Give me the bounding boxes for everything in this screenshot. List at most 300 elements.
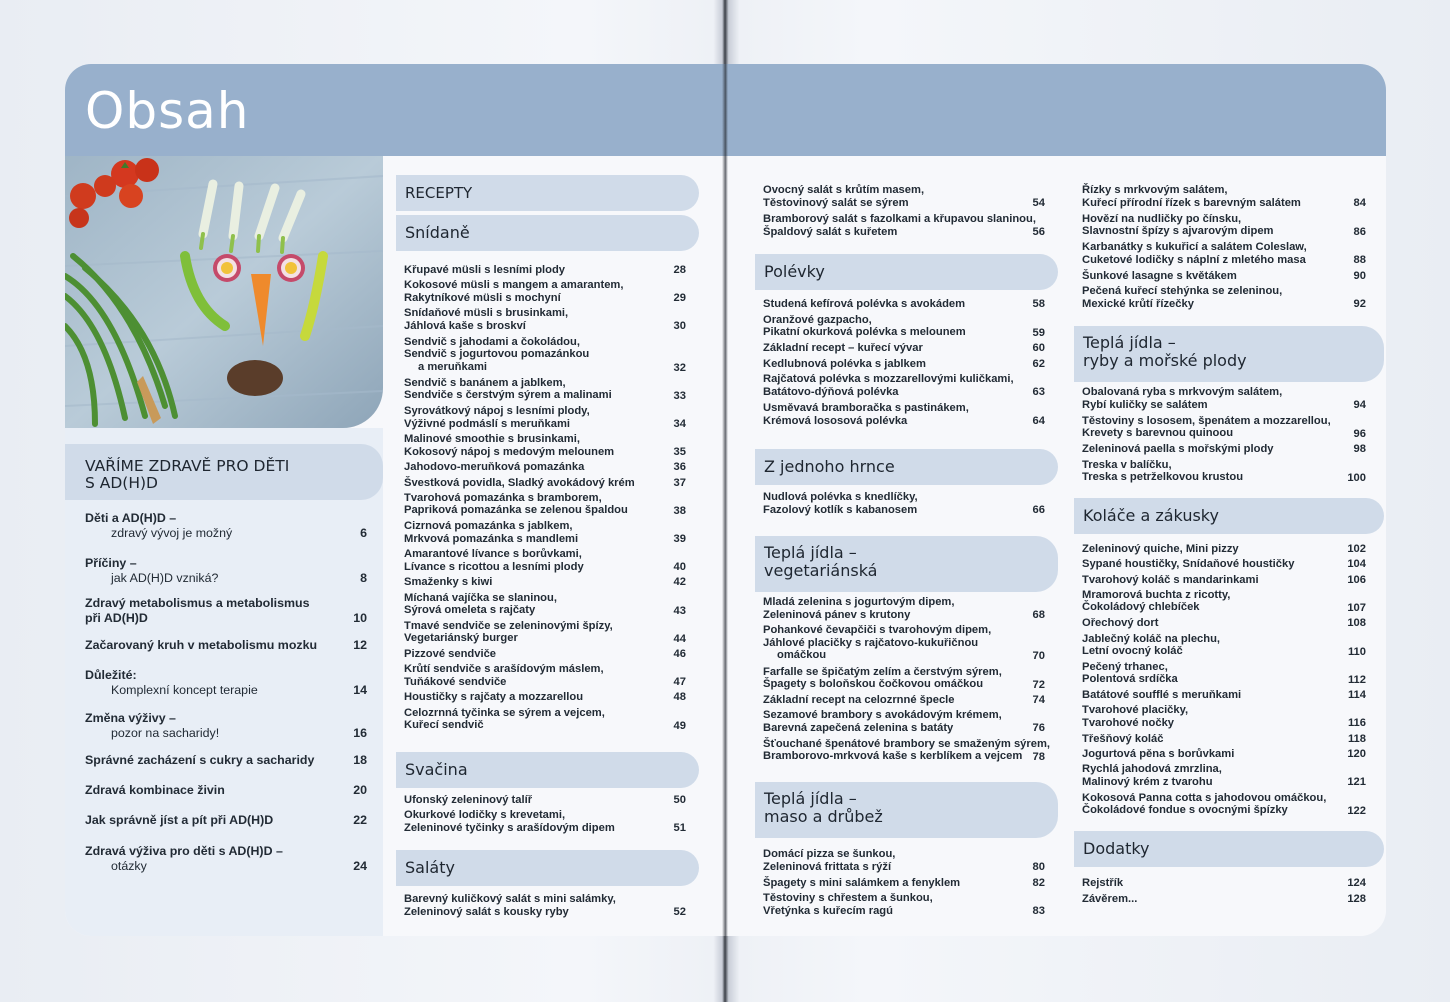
- toc-entry-title: [763, 213, 1036, 238]
- adhd-entry-line: Příčiny –: [85, 556, 137, 570]
- toc-entry-page: 108: [1347, 617, 1366, 630]
- section-vege-heading-label: Teplá jídla –: [764, 543, 857, 562]
- toc-entry-line: Šťouchané špenátové brambory se smaženým sýrem,: [763, 737, 1051, 750]
- toc-entry-page: 62: [1032, 357, 1045, 370]
- adhd-entry-line: Důležité:: [85, 668, 137, 682]
- adhd-entry-title: [85, 711, 219, 740]
- toc-entry-line: Rychlá jahodová zmrzlina,: [1082, 763, 1222, 776]
- toc-entry-line: Pohankové čevapčiči s tvarohovým dipem,: [763, 624, 992, 637]
- toc-entry-line: Sendvič s jahodami a čokoládou,: [404, 335, 580, 348]
- toc-entry-line: Pečený trhanec,: [1082, 660, 1168, 673]
- toc-entry-page: 46: [673, 648, 686, 660]
- toc-entry-line: Jablečný koláč na plechu,: [1082, 632, 1221, 645]
- toc-entry-title: [763, 314, 966, 339]
- toc-entry-title: [404, 307, 568, 332]
- toc-entry-title: [404, 548, 584, 573]
- toc-entry-line: Špagety s mini salámkem a fenyklem: [763, 876, 961, 889]
- adhd-entry-line: otázky: [111, 858, 147, 873]
- toc-entry-title: [1082, 661, 1178, 686]
- toc-entry-page: 49: [673, 719, 686, 732]
- adhd-entry-page: 22: [353, 813, 367, 827]
- recepty-heading: [396, 175, 699, 211]
- adhd-entry: [85, 638, 367, 670]
- adhd-entry-line: Změna výživy –: [85, 711, 176, 725]
- toc-entry-page: 37: [673, 476, 686, 489]
- adhd-entry-title: [85, 783, 225, 798]
- toc-entry-title: [1082, 893, 1137, 906]
- toc-entry-line: Jogurtová pěna s borůvkami: [1082, 748, 1235, 760]
- adhd-entry: [85, 813, 367, 845]
- toc-entry-page: 29: [673, 292, 686, 305]
- toc-entry-title: [1082, 184, 1301, 209]
- section-salaty-heading: [396, 850, 699, 886]
- toc-entry-title: [1082, 241, 1307, 266]
- section-ryby-heading-label: ryby a mořské plody: [1083, 351, 1247, 370]
- adhd-entry-line: Děti a AD(H)D –: [85, 511, 177, 525]
- toc-entry-page: 30: [673, 320, 686, 333]
- toc-entry-line: Zeleninové tyčinky s arašídovým dipem: [404, 821, 615, 834]
- toc-entry-line: Batátovo-dýňová polévka: [763, 385, 899, 398]
- toc-entry-line: Cuketové lodičky s náplní z mletého masa: [1082, 253, 1306, 266]
- toc-entry-page: 52: [673, 906, 686, 918]
- section-snidane-heading-label: Snídaně: [405, 223, 470, 242]
- toc-entry-title: [1082, 443, 1274, 456]
- toc-entry-line: a meruňkami: [418, 360, 488, 373]
- toc-entry-line: Kuřecí přírodní řízek s barevným salátem: [1082, 196, 1301, 209]
- toc-entry-page: 74: [1032, 693, 1045, 706]
- toc-entry-title: [404, 648, 496, 661]
- toc-entry-line: Švestková povidla, Sladký avokádový krém: [404, 476, 635, 489]
- toc-entry-page: 51: [673, 822, 686, 835]
- toc-entry-title: [404, 893, 616, 918]
- toc-entry-page: 38: [673, 504, 686, 517]
- adhd-entry: [85, 844, 367, 876]
- toc-entry-page: 28: [673, 264, 686, 276]
- section-hrnec-heading-label: Z jednoho hrnce: [764, 457, 895, 476]
- toc-entry-page: 106: [1347, 573, 1366, 586]
- toc-entry-page: 112: [1347, 673, 1366, 686]
- toc-entry-title: [1082, 213, 1274, 238]
- toc-entry-page: 80: [1032, 861, 1045, 873]
- toc-entry-title: [763, 358, 926, 371]
- toc-entry-title: [763, 709, 1002, 734]
- toc-entry-title: [763, 694, 955, 707]
- toc-entry-line: Papriková pomazánka se zelenou špaldou: [404, 504, 628, 517]
- toc-entry-title: [1082, 792, 1326, 817]
- toc-entry-title: [404, 794, 532, 807]
- toc-entry-page: 94: [1353, 399, 1366, 411]
- toc-entry-page: 88: [1353, 254, 1366, 267]
- toc-entry-line: Tmavé sendviče se zeleninovými špízy,: [404, 619, 613, 632]
- adhd-entry-title: [85, 556, 218, 585]
- toc-entry-title: [763, 298, 965, 311]
- toc-entry-line: Čokoládový chlebíček: [1082, 601, 1200, 614]
- toc-entry-page: 120: [1347, 748, 1366, 760]
- toc-entry-line: Mladá zelenina s jogurtovým dipem,: [763, 596, 955, 608]
- adhd-entry-title: [85, 511, 232, 540]
- toc-entry-line: Zeleninová frittata s rýží: [763, 860, 892, 873]
- toc-entry-line: Rybí kuličky se salátem: [1082, 398, 1208, 411]
- toc-entry-title: [1082, 386, 1282, 411]
- toc-entry-page: 72: [1032, 678, 1045, 691]
- toc-entry-line: Kuřecí sendvič: [404, 719, 484, 732]
- toc-entry-title: [404, 520, 578, 545]
- adhd-entry-page: 14: [353, 682, 367, 697]
- adhd-heading-line1: VAŘÍME ZDRAVĚ PRO DĚTI: [85, 457, 290, 475]
- toc-entry-title: [404, 592, 557, 617]
- toc-entry-title: [404, 663, 604, 688]
- toc-entry-page: 104: [1347, 558, 1366, 571]
- toc-entry-line: Jahodovo-meruňková pomazánka: [404, 461, 585, 474]
- toc-entry-title: [404, 576, 492, 589]
- adhd-entry-line: Zdravá výživa pro děti s AD(H)D –: [85, 844, 283, 858]
- adhd-entry-line: zdravý vývoj je možný: [111, 525, 233, 540]
- adhd-entry-line: Komplexní koncept terapie: [111, 682, 258, 697]
- toc-entry-line: Batátové soufflé s meruňkami: [1082, 689, 1242, 702]
- toc-entry-title: [404, 377, 612, 402]
- adhd-entry-line: Začarovaný kruh v metabolismu mozku: [85, 638, 318, 652]
- adhd-entry-page: 10: [353, 610, 367, 625]
- toc-entry-page: 33: [673, 389, 686, 402]
- toc-entry-line: Fazolový kotlík s kabanosem: [763, 503, 918, 516]
- adhd-entry-page: 12: [353, 638, 367, 652]
- toc-entry-page: 76: [1032, 722, 1045, 735]
- toc-entry-line: Jáhlová kaše s broskví: [404, 319, 526, 332]
- toc-entry-line: Barevný kuličkový salát s mini salámky,: [404, 893, 616, 905]
- section-maso-heading-label: maso a drůbež: [764, 807, 883, 826]
- toc-entry-page: 36: [673, 461, 686, 474]
- toc-entry-title: [404, 477, 635, 490]
- toc-entry-page: 121: [1347, 776, 1366, 789]
- adhd-entry: [85, 711, 367, 743]
- adhd-entry: [85, 753, 367, 785]
- toc-entry-title: [404, 405, 590, 430]
- adhd-entry-line: pozor na sacharidy!: [111, 725, 220, 740]
- toc-entry-line: Vřetýnka s kuřecím ragú: [763, 904, 893, 917]
- toc-entry-line: Závěrem...: [1082, 892, 1138, 905]
- adhd-entry-title: [85, 753, 314, 768]
- toc-entry-page: 64: [1032, 415, 1045, 427]
- toc-entry-title: [404, 707, 605, 732]
- adhd-entry-title: [85, 813, 273, 828]
- section-vege-heading-label: vegetariánská: [764, 561, 878, 580]
- section-maso-heading-label: Teplá jídla –: [764, 789, 857, 808]
- toc-entry-title: [404, 461, 584, 474]
- toc-entry-title: [1082, 558, 1294, 571]
- adhd-entry-title: [85, 638, 317, 653]
- adhd-entry-line: Správné zacházení s cukry a sacharidy: [85, 753, 315, 767]
- toc-entry-page: 32: [673, 361, 686, 374]
- adhd-entry-line: jak AD(H)D vzniká?: [111, 570, 219, 585]
- toc-entry-line: Křupavé müsli s lesními plody: [404, 264, 566, 276]
- toc-entry-line: Špaldový salát s kuřetem: [763, 225, 898, 238]
- recepty-heading-label: RECEPTY: [405, 184, 473, 202]
- toc-entry-line: Sýrová omeleta s rajčaty: [404, 604, 536, 617]
- toc-entry-line: Treska s petrželkovou krustou: [1082, 471, 1244, 484]
- toc-entry-line: Studená kefírová polévka s avokádem: [763, 298, 966, 310]
- toc-entry-title: [763, 342, 923, 355]
- adhd-entry-line: Jak správně jíst a pít při AD(H)D: [85, 813, 274, 827]
- adhd-entry-page: 20: [353, 783, 367, 797]
- toc-entry-line: Houstičky s rajčaty a mozzarellou: [404, 691, 584, 704]
- toc-entry-line: Tvarohový koláč s mandarinkami: [1082, 573, 1259, 586]
- toc-entry-title: [1082, 733, 1163, 746]
- toc-entry-line: Mexické krůtí řízečky: [1082, 297, 1194, 310]
- toc-entry-page: 63: [1032, 386, 1045, 399]
- toc-entry-line: Jáhlové placičky s rajčatovo-kukuřičnou: [763, 636, 979, 649]
- toc-entry-title: [1082, 633, 1220, 658]
- toc-entry-line: Tvarohové nočky: [1082, 716, 1175, 729]
- toc-entry-line: Bramborový salát s fazolkami a křupavou slaninou,: [763, 213, 1036, 225]
- toc-entry-title: [1082, 415, 1331, 440]
- section-snidane-heading: [396, 215, 699, 251]
- toc-entry-page: 98: [1353, 443, 1366, 456]
- adhd-entry-page: 8: [360, 570, 367, 585]
- toc-entry-title: [763, 624, 991, 662]
- toc-entry-page: 84: [1353, 197, 1366, 209]
- toc-entry-line: Smaženky s kiwi: [404, 576, 493, 589]
- adhd-entry-page: 16: [353, 725, 367, 740]
- toc-entry-line: Kokosový nápoj s medovým melounem: [404, 445, 615, 458]
- toc-entry-page: 35: [673, 446, 686, 459]
- toc-entry-line: Sezamové brambory s avokádovým krémem,: [763, 709, 1002, 722]
- toc-entry-line: Základní recept – kuřecí vývar: [763, 342, 923, 355]
- toc-entry-title: [404, 691, 583, 704]
- toc-entry-title: [763, 892, 933, 917]
- toc-entry-line: Špagety s boloňskou čočkovou omáčkou: [763, 678, 984, 691]
- toc-entry-page: 50: [673, 794, 686, 806]
- toc-entry-line: Kokosová Panna cotta s jahodovou omáčkou,: [1082, 791, 1327, 804]
- adhd-entry-page: 6: [360, 525, 367, 540]
- toc-entry-line: Bramborovo-mrkvová kaše s kerblíkem a vejcem: [763, 750, 1023, 763]
- toc-entry-line: Zeleninový salát s kousky ryby: [404, 905, 569, 918]
- section-vege-heading: [755, 536, 1058, 592]
- adhd-entry-line: Zdravý metabolismus a metabolismus: [85, 596, 310, 610]
- contents-panel: [65, 64, 1386, 936]
- adhd-entry: [85, 668, 367, 700]
- toc-entry-title: [1082, 589, 1230, 614]
- toc-entry-line: Hovězí na nudličky po čínsku,: [1082, 212, 1242, 225]
- toc-entry-page: 66: [1032, 504, 1045, 516]
- toc-entry-line: Polentová srdíčka: [1082, 673, 1178, 686]
- toc-entry-title: [404, 620, 613, 645]
- toc-entry-page: 114: [1347, 689, 1366, 702]
- toc-entry-line: Malinové smoothie s brusinkami,: [404, 433, 580, 446]
- toc-entry-page: 48: [673, 691, 686, 704]
- toc-entry-page: 110: [1347, 645, 1366, 658]
- toc-entry-line: Amarantové lívance s borůvkami,: [404, 548, 582, 561]
- section-ryby-heading-label: Teplá jídla –: [1083, 333, 1176, 352]
- toc-entry-line: Kedlubnová polévka s jablkem: [763, 357, 926, 370]
- toc-entry-title: [404, 279, 623, 304]
- adhd-entry: [85, 511, 367, 543]
- toc-entry-line: Sendvič s jogurtovou pomazánkou: [404, 348, 590, 361]
- toc-entry-title: [1082, 270, 1237, 283]
- toc-entry-title: [1082, 704, 1188, 729]
- toc-entry-line: Pikatní okurková polévka s melounem: [763, 326, 966, 339]
- toc-entry-title: [1082, 543, 1239, 556]
- toc-entry-title: [404, 433, 614, 458]
- toc-entry-title: [763, 877, 960, 890]
- toc-entry-page: 68: [1032, 609, 1045, 621]
- toc-entry-title: [404, 336, 589, 374]
- toc-entry-line: Pizzové sendviče: [404, 648, 497, 660]
- toc-entry-page: 47: [673, 676, 686, 689]
- toc-entry-line: Domácí pizza se šunkou,: [763, 848, 896, 860]
- toc-entry-title: [404, 809, 615, 834]
- toc-entry-line: Šunkové lasagne s květákem: [1082, 269, 1237, 282]
- section-kolace-heading-label: Koláče a zákusky: [1083, 506, 1219, 525]
- toc-entry-line: Letní ovocný koláč: [1082, 645, 1183, 658]
- toc-entry-line: Zeleninová paella s mořskými plody: [1082, 443, 1274, 456]
- toc-entry-title: [763, 373, 1014, 398]
- adhd-heading: [65, 444, 383, 500]
- toc-entry-title: [1082, 763, 1222, 788]
- toc-entry-line: Rakytníkové müsli s mochyní: [404, 291, 561, 304]
- toc-entry-page: 107: [1347, 601, 1366, 614]
- toc-entry-page: 60: [1032, 342, 1045, 355]
- section-kolace-heading: [1074, 498, 1384, 534]
- adhd-entry-title: [85, 844, 283, 873]
- toc-entry-line: Sendvič s banánem a jablkem,: [404, 376, 566, 389]
- adhd-entry-page: 18: [353, 753, 367, 767]
- section-salaty-heading-label: Saláty: [405, 858, 455, 877]
- toc-entry-line: Obalovaná ryba s mrkvovým salátem,: [1082, 386, 1283, 398]
- toc-entry-title: [763, 491, 918, 516]
- toc-entry-page: 54: [1032, 197, 1045, 209]
- adhd-entry-line: Zdravá kombinace živin: [85, 783, 225, 797]
- toc-entry-title: [763, 596, 954, 621]
- toc-entry-title: [1082, 459, 1243, 484]
- toc-entry-page: 122: [1347, 804, 1366, 817]
- toc-entry-line: Základní recept na celozrnné špecle: [763, 693, 955, 706]
- toc-entry-page: 100: [1347, 471, 1366, 484]
- adhd-entry: [85, 556, 367, 588]
- toc-entry-page: 40: [673, 561, 686, 574]
- toc-entry-line: Sendviče s čerstvým sýrem a malinami: [404, 389, 612, 402]
- section-dodatky-heading: [1074, 831, 1384, 867]
- toc-entry-title: [1082, 285, 1282, 310]
- toc-entry-line: Okurkové lodičky s krevetami,: [404, 809, 566, 822]
- adhd-entry-line: při AD(H)D: [85, 610, 148, 625]
- toc-entry-line: Ufonský zeleninový talíř: [404, 794, 533, 806]
- toc-entry-line: Kokosové müsli s mangem a amarantem,: [404, 279, 624, 292]
- toc-entry-line: Karbanátky s kukuřicí a salátem Coleslaw,: [1082, 241, 1307, 254]
- toc-entry-page: 42: [673, 576, 686, 589]
- toc-entry-page: 43: [673, 604, 686, 617]
- toc-entry-line: Ovocný salát s krůtím masem,: [763, 184, 925, 196]
- toc-entry-line: Sypané houstičky, Snídaňové houstičky: [1082, 558, 1295, 571]
- toc-entry-line: Malinový krém z tvarohu: [1082, 775, 1213, 788]
- toc-entry-page: 92: [1353, 298, 1366, 311]
- adhd-heading-line2: S AD(H)D: [85, 474, 158, 492]
- toc-entry-title: [404, 264, 565, 277]
- toc-entry-page: 56: [1032, 226, 1045, 238]
- toc-entry-line: Tvarohová pomazánka s bramborem,: [404, 491, 602, 504]
- toc-entry-line: Celozrnná tyčinka se sýrem a vejcem,: [404, 706, 605, 719]
- toc-entry-line: Krevety s barevnou quinoou: [1082, 427, 1234, 440]
- toc-entry-page: 39: [673, 533, 686, 545]
- toc-entry-line: Rejstřík: [1082, 877, 1124, 889]
- toc-entry-line: Nudlová polévka s knedlíčky,: [763, 491, 918, 503]
- toc-entry-title: [1082, 877, 1123, 890]
- section-ryby-heading: [1074, 326, 1384, 382]
- toc-entry-line: Lívance s ricottou a lesními plody: [404, 560, 584, 573]
- toc-entry-line: Zeleninový quiche, Mini pizzy: [1082, 543, 1239, 555]
- toc-entry-page: 102: [1347, 543, 1366, 555]
- toc-entry-line: Usměvavá bramboračka s pastinákem,: [763, 402, 969, 414]
- toc-entry-page: 70: [1032, 650, 1045, 663]
- toc-entry-page: 116: [1347, 717, 1366, 730]
- toc-entry-line: Těstoviny s lososem, špenátem a mozzarellou,: [1082, 414, 1331, 427]
- toc-entry-line: Třešňový koláč: [1082, 732, 1164, 745]
- toc-entry-line: omáčkou: [777, 649, 827, 662]
- toc-entry-line: Těstovinový salát se sýrem: [763, 196, 909, 209]
- toc-entry-line: Řízky s mrkvovým salátem,: [1082, 184, 1228, 196]
- section-polevky-heading-label: Polévky: [764, 262, 825, 281]
- toc-entry-page: 78: [1032, 750, 1045, 763]
- section-maso-heading: [755, 782, 1058, 838]
- toc-entry-line: Krémová lososová polévka: [763, 414, 908, 427]
- toc-entry-title: [763, 402, 969, 427]
- adhd-entry: [85, 783, 367, 815]
- toc-entry-page: 86: [1353, 225, 1366, 238]
- toc-entry-title: [1082, 748, 1234, 761]
- toc-entry-page: 44: [673, 632, 686, 645]
- toc-entry-page: 34: [673, 418, 686, 430]
- toc-entry-line: Slavnostní špízy s ajvarovým dipem: [1082, 225, 1274, 238]
- toc-entry-line: Čokoládové fondue s ovocnými špízky: [1082, 804, 1288, 817]
- toc-entry-line: Snídaňové müsli s brusinkami,: [404, 307, 569, 320]
- toc-entry-line: Rajčatová polévka s mozzarellovými kuličkami,: [763, 373, 1014, 386]
- toc-entry-page: 118: [1347, 732, 1366, 745]
- toc-entry-line: Mrkvová pomazánka s mandlemi: [404, 532, 579, 545]
- toc-entry-line: Zeleninová pánev s krutony: [763, 608, 911, 621]
- toc-entry-line: Tuňákové sendviče: [404, 675, 507, 688]
- section-hrnec-heading: [755, 449, 1058, 485]
- toc-entry-line: Krůtí sendviče s arašídovým máslem,: [404, 663, 604, 676]
- toc-entry-title: [763, 184, 924, 209]
- adhd-entry-title: [85, 596, 309, 625]
- adhd-entry-page: 24: [353, 858, 367, 873]
- toc-entry-line: Syrovátkový nápoj s lesními plody,: [404, 405, 590, 417]
- toc-entry-title: [763, 848, 895, 873]
- toc-entry-line: Barevná zapečená zelenina s batáty: [763, 721, 954, 734]
- toc-entry-line: Farfalle se špičatým zelím a čerstvým sýrem,: [763, 665, 1002, 678]
- toc-entry-page: 58: [1032, 298, 1045, 310]
- vegetable-face-photo: [65, 156, 383, 428]
- toc-entry-line: Výživné podmáslí s meruňkami: [404, 417, 571, 430]
- toc-entry-title: [763, 666, 1002, 691]
- section-polevky-heading: [755, 254, 1058, 290]
- section-svacina-heading: [396, 752, 699, 788]
- toc-entry-page: 59: [1032, 326, 1045, 339]
- toc-entry-title: [1082, 689, 1241, 702]
- book-gutter: [722, 64, 728, 936]
- toc-entry-title: [404, 492, 628, 517]
- toc-entry-line: Míchaná vajíčka se slaninou,: [404, 591, 557, 604]
- toc-entry-line: Oranžové gazpacho,: [763, 313, 872, 326]
- toc-entry-line: Pečená kuřecí stehýnka se zeleninou,: [1082, 285, 1283, 298]
- adhd-entry-title: [85, 668, 258, 697]
- toc-entry-line: Mramorová buchta z ricotty,: [1082, 588, 1231, 601]
- toc-entry-title: [1082, 574, 1259, 587]
- toc-entry-page: 96: [1353, 427, 1366, 440]
- page-title: Obsah: [85, 82, 250, 140]
- toc-entry-line: Vegetariánský burger: [404, 632, 518, 645]
- adhd-entry: [85, 596, 367, 628]
- toc-entry-page: 82: [1032, 876, 1045, 889]
